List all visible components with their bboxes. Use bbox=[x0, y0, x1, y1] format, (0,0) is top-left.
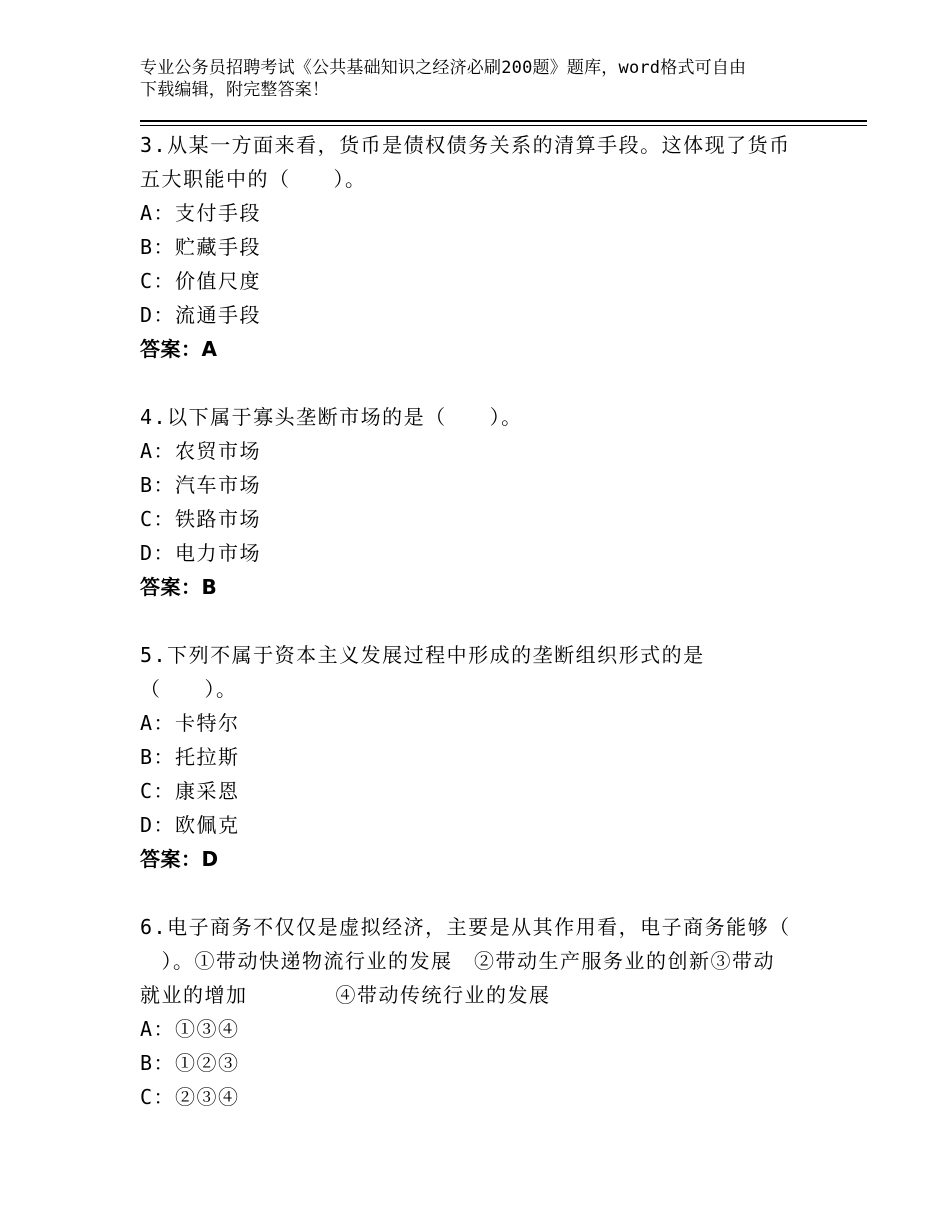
question-stem-continued: （ ）。 bbox=[140, 677, 238, 701]
option-b: B：贮藏手段 bbox=[140, 235, 262, 259]
option-b: B：①②③ bbox=[140, 1051, 240, 1075]
header-rule-thick bbox=[140, 120, 867, 122]
option-b: B：托拉斯 bbox=[140, 745, 240, 769]
question-stem-continued: ）。①带动快递物流行业的发展 ②带动生产服务业的创新③带动 bbox=[140, 949, 775, 973]
option-a: A：支付手段 bbox=[140, 201, 262, 225]
stem-segment: ④带动传统行业的发展 bbox=[335, 983, 551, 1007]
question-stem: 4.以下属于寡头垄断市场的是（ ）。 bbox=[140, 405, 523, 429]
header-line-1: 专业公务员招聘考试《公共基础知识之经济必刷200题》题库，word格式可自由 bbox=[140, 58, 747, 78]
option-c: C：康采恩 bbox=[140, 779, 240, 803]
question-6 bbox=[140, 910, 800, 1114]
question-stem: 6.电子商务不仅仅是虚拟经济，主要是从其作用看，电子商务能够（ bbox=[140, 915, 791, 939]
question-stem: 5.下列不属于资本主义发展过程中形成的垄断组织形式的是 bbox=[140, 643, 705, 667]
option-c: C：价值尺度 bbox=[140, 269, 262, 293]
answer: 答案：D bbox=[140, 847, 219, 871]
question-4 bbox=[140, 400, 800, 604]
spacer bbox=[140, 876, 800, 910]
option-d: D：电力市场 bbox=[140, 541, 262, 565]
option-d: D：流通手段 bbox=[140, 303, 262, 327]
option-a: A：①③④ bbox=[140, 1017, 240, 1041]
option-b: B：汽车市场 bbox=[140, 473, 262, 497]
header-line-2: 下载编辑，附完整答案！ bbox=[140, 80, 330, 100]
option-c: C：②③④ bbox=[140, 1085, 240, 1109]
spacer bbox=[140, 366, 800, 400]
stem-segment: 就业的增加 bbox=[140, 983, 248, 1007]
question-stem: 3.从某一方面来看，货币是债权债务关系的清算手段。这体现了货币 bbox=[140, 133, 791, 157]
header-rule-thin bbox=[140, 125, 867, 126]
option-a: A：农贸市场 bbox=[140, 439, 262, 463]
question-stem-continued: 五大职能中的（ ）。 bbox=[140, 167, 367, 191]
question-list bbox=[140, 128, 800, 1114]
option-d: D：欧佩克 bbox=[140, 813, 240, 837]
page-header bbox=[140, 57, 820, 101]
answer: 答案：A bbox=[140, 337, 218, 361]
spacer bbox=[140, 604, 800, 638]
question-5 bbox=[140, 638, 800, 876]
option-c: C：铁路市场 bbox=[140, 507, 262, 531]
question-stem-line-3 bbox=[140, 978, 800, 1012]
option-a: A：卡特尔 bbox=[140, 711, 240, 735]
answer: 答案：B bbox=[140, 575, 218, 599]
question-3 bbox=[140, 128, 800, 366]
